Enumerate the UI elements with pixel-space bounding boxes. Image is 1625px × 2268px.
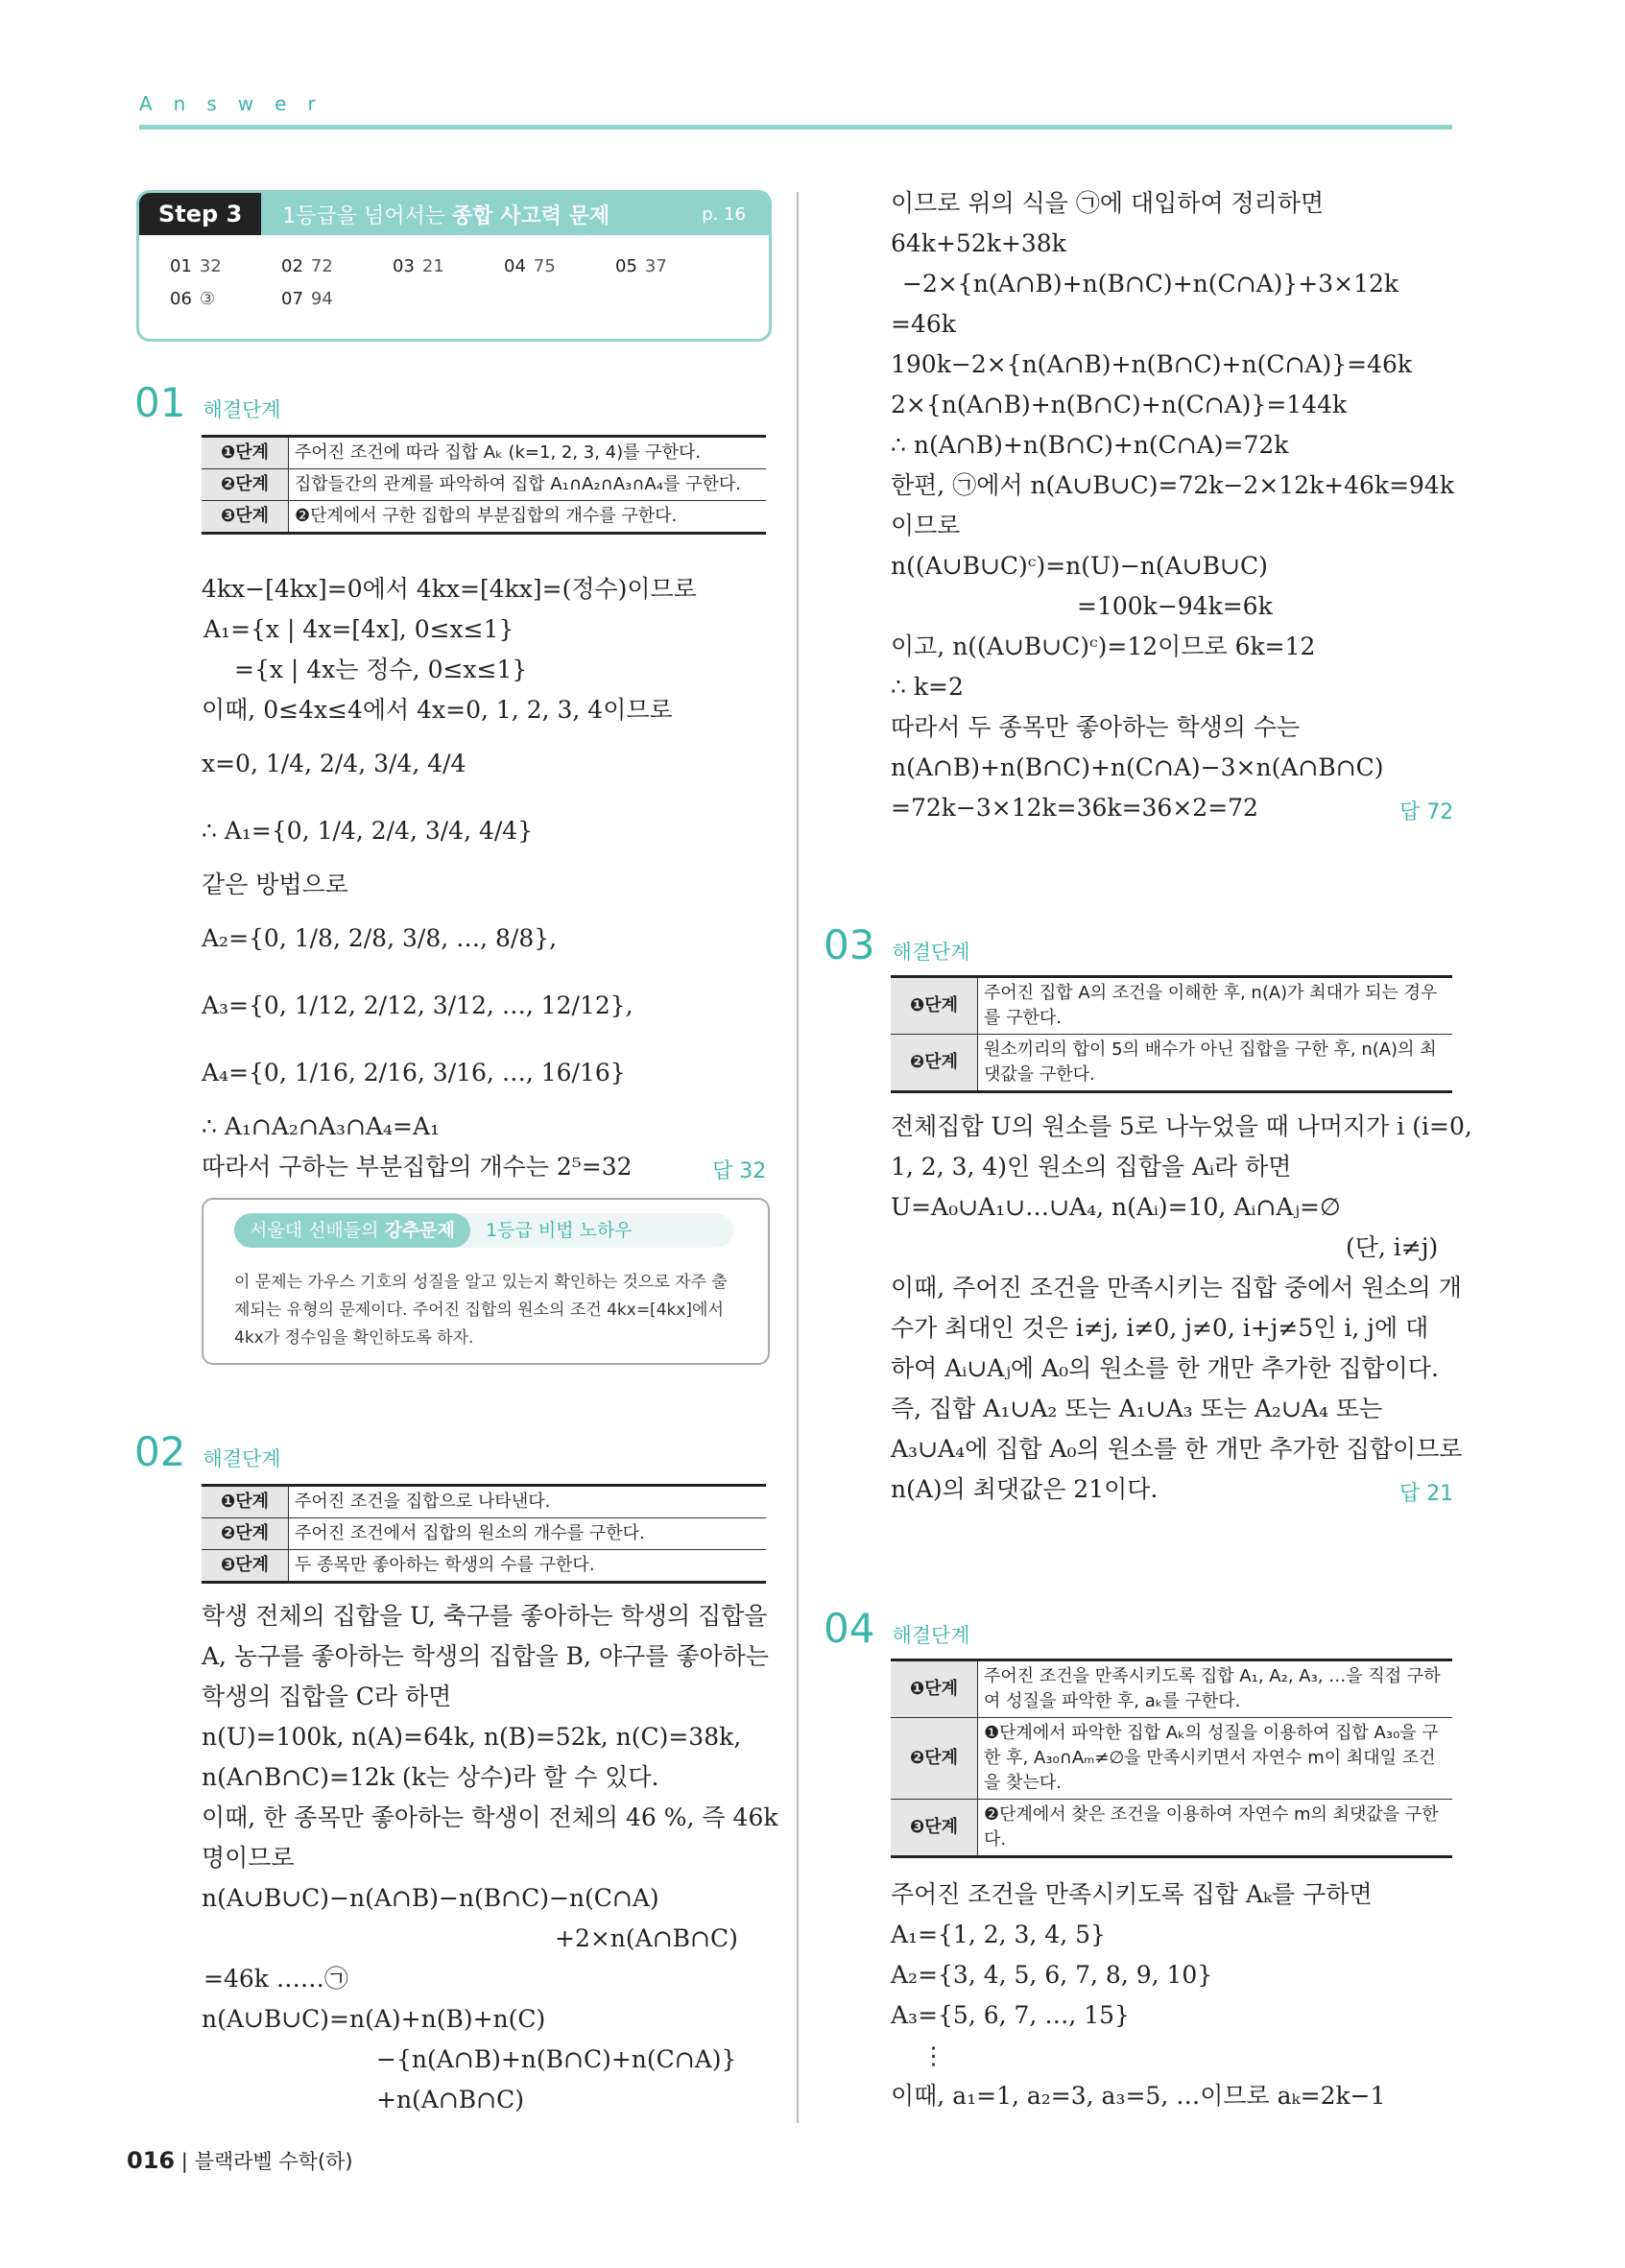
section-number: 01 — [134, 379, 186, 426]
column-divider — [797, 192, 799, 2123]
solution-line: A, 농구를 좋아하는 학생의 집합을 B, 야구를 좋아하는 — [202, 1642, 769, 1670]
step3-tag: Step 3 — [139, 193, 261, 235]
solution-line: A₁={1, 2, 3, 4, 5} — [891, 1921, 1106, 1948]
solution-line: n((A∪B∪C)ᶜ)=n(U)−n(A∪B∪C) — [891, 552, 1268, 580]
solution-line: (단, i≠j) — [1346, 1233, 1439, 1261]
solution-line: ∴ A₁∩A₂∩A₃∩A₄=A₁ — [202, 1112, 441, 1140]
solution-line: 1, 2, 3, 4)인 원소의 집합을 Aᵢ라 하면 — [891, 1153, 1292, 1181]
step-text: 집합들간의 관계를 파악하여 집합 A₁∩A₂∩A₃∩A₄를 구한다. — [289, 469, 767, 501]
step-label: ❶단계 — [891, 977, 978, 1035]
solution-line: 하여 Aᵢ∪Aⱼ에 A₀의 원소를 한 개만 추가한 집합이다. — [891, 1354, 1439, 1382]
solution-line: n(A∩B∩C)=12k (k는 상수)라 할 수 있다. — [202, 1763, 659, 1791]
solution-line: n(A∪B∪C)=n(A)+n(B)+n(C) — [202, 2005, 546, 2033]
solution-line: 한편, ㉠에서 n(A∪B∪C)=72k−2×12k+46k=94k — [891, 471, 1454, 499]
step-text: ❶단계에서 파악한 집합 Aₖ의 성질을 이용하여 집합 A₃₀을 구한 후, A₃₀∩Aₘ≠∅을 만족시키면서 자연수 m이 최대일 조건을 찾는다. — [978, 1718, 1453, 1800]
section-03-header — [824, 921, 970, 968]
section-04-steps — [891, 1659, 1452, 1858]
solution-line: A₄={0, 1/16, 2/16, 3/16, …, 16/16} — [202, 1059, 626, 1086]
step-label: ❸단계 — [891, 1800, 978, 1857]
answer-item: 07 94 — [281, 289, 333, 309]
answer-item: 02 72 — [281, 256, 333, 276]
solution-line: A₂={0, 1/8, 2/8, 3/8, …, 8/8}, — [202, 924, 558, 952]
section-label: 해결단계 — [892, 1624, 970, 1647]
solution-line: 따라서 두 종목만 좋아하는 학생의 수는 — [891, 713, 1301, 741]
step3-answer-box — [136, 190, 772, 342]
solution-line: 이때, 0≤4x≤4에서 4x=0, 1, 2, 3, 4이므로 — [202, 696, 673, 724]
step3-title-plain: 1등급을 넘어서는 — [282, 203, 446, 228]
step-text: ❷단계에서 구한 집합의 부분집합의 개수를 구한다. — [289, 501, 767, 534]
solution-line: −2×{n(A∩B)+n(B∩C)+n(C∩A)}+3×12k — [902, 270, 1399, 298]
solution-line: =46k ……㉠ — [203, 1965, 348, 1993]
solution-line: n(U)=100k, n(A)=64k, n(B)=52k, n(C)=38k, — [202, 1723, 742, 1751]
section-number: 02 — [134, 1428, 186, 1475]
answer-item: 04 75 — [504, 256, 556, 276]
answer-item: 03 21 — [393, 256, 444, 276]
solution-line: 학생 전체의 집합을 U, 축구를 좋아하는 학생의 집합을 — [202, 1602, 768, 1630]
solution-line: A₂={3, 4, 5, 6, 7, 8, 9, 10} — [891, 1961, 1213, 1989]
section-04-header — [824, 1605, 970, 1652]
solution-line: 이므로 — [891, 512, 961, 539]
step-text: 주어진 집합 A의 조건을 이해한 후, n(A)가 최대가 되는 경우를 구한다. — [978, 977, 1453, 1035]
solution-line: =72k−3×12k=36k=36×2=72 — [891, 794, 1258, 822]
step-text: ❷단계에서 찾은 조건을 이용하여 자연수 m의 최댓값을 구한다. — [978, 1800, 1453, 1857]
solution-line: x=0, 1/4, 2/4, 3/4, 4/4 — [202, 750, 466, 777]
step3-title — [282, 200, 609, 229]
solution-line: 이때, 주어진 조건을 만족시키는 집합 중에서 원소의 개 — [891, 1274, 1462, 1301]
answer-header-label: Answer — [139, 92, 337, 115]
tip-box — [202, 1198, 770, 1365]
solution-line: A₃={0, 1/12, 2/12, 3/12, …, 12/12}, — [202, 991, 633, 1019]
section-01-header — [134, 379, 281, 426]
step-label: ❶단계 — [891, 1660, 978, 1718]
step-label: ❶단계 — [202, 1486, 289, 1518]
step-label: ❷단계 — [202, 469, 289, 501]
solution-line: 학생의 집합을 C라 하면 — [202, 1683, 452, 1710]
solution-line: ={x | 4x는 정수, 0≤x≤1} — [234, 656, 528, 683]
solution-line: A₃={5, 6, 7, …, 15} — [891, 2001, 1130, 2029]
solution-line: 전체집합 U의 원소를 5로 나누었을 때 나머지가 i (i=0, — [891, 1112, 1472, 1140]
answer-item: 05 37 — [615, 256, 667, 276]
step-text: 주어진 조건을 만족시키도록 집합 A₁, A₂, A₃, …을 직접 구하여 성질을 파악한 후, aₖ를 구한다. — [978, 1660, 1453, 1718]
section-number: 03 — [824, 921, 875, 968]
solution-line: 수가 최대인 것은 i≠j, i≠0, j≠0, i+j≠5인 i, j에 대 — [891, 1314, 1429, 1342]
answer-mark: 답 72 — [1399, 800, 1454, 824]
section-label: 해결단계 — [203, 398, 281, 421]
solution-line: ⋮ — [921, 2041, 945, 2069]
tip-bar — [234, 1213, 733, 1248]
step-label: ❶단계 — [202, 437, 289, 469]
step-label: ❸단계 — [202, 1550, 289, 1583]
solution-line: =46k — [891, 310, 956, 338]
step3-page: p. 16 — [702, 203, 746, 225]
solution-line: 따라서 구하는 부분집합의 개수는 2⁵=32 — [202, 1153, 633, 1181]
step-label: ❷단계 — [891, 1035, 978, 1092]
answer-item: 01 32 — [170, 256, 222, 276]
solution-line: +n(A∩B∩C) — [376, 2086, 525, 2113]
solution-line: 주어진 조건을 만족시키도록 집합 Aₖ를 구하면 — [891, 1880, 1373, 1908]
step-text: 원소끼리의 합이 5의 배수가 아닌 집합을 구한 후, n(A)의 최댓값을 구한다. — [978, 1035, 1453, 1092]
solution-line: 명이므로 — [202, 1844, 295, 1872]
step-text: 주어진 조건을 집합으로 나타낸다. — [289, 1486, 767, 1518]
section-02-header — [134, 1428, 281, 1475]
solution-line: U=A₀∪A₁∪…∪A₄, n(Aᵢ)=10, Aᵢ∩Aⱼ=∅ — [891, 1193, 1341, 1221]
solution-line: +2×n(A∩B∩C) — [555, 1924, 738, 1952]
step3-title-bar — [139, 193, 769, 235]
solution-line: A₃∪A₄에 집합 A₀의 원소를 한 개만 추가한 집합이므로 — [891, 1435, 1463, 1463]
book-title: 블랙라벨 수학(하) — [194, 2150, 353, 2173]
step-text: 두 종목만 좋아하는 학생의 수를 구한다. — [289, 1550, 767, 1583]
solution-line: 이므로 위의 식을 ㉠에 대입하여 정리하면 — [891, 189, 1325, 217]
step-label: ❷단계 — [891, 1718, 978, 1800]
solution-line: n(A∩B)+n(B∩C)+n(C∩A)−3×n(A∩B∩C) — [891, 753, 1384, 781]
solution-line: 이고, n((A∪B∪C)ᶜ)=12이므로 6k=12 — [891, 633, 1316, 660]
page-footer — [127, 2146, 353, 2175]
solution-line: A₁={x | 4x=[4x], 0≤x≤1} — [203, 615, 514, 643]
solution-line: n(A)의 최댓값은 21이다. — [891, 1475, 1159, 1503]
solution-line: =100k−94k=6k — [1077, 592, 1273, 620]
footer-separator: | — [180, 2150, 195, 2173]
solution-line: 190k−2×{n(A∩B)+n(B∩C)+n(C∩A)}=46k — [891, 350, 1413, 378]
step-text: 주어진 조건에 따라 집합 Aₖ (k=1, 2, 3, 4)를 구한다. — [289, 437, 767, 469]
tip-tag: 서울대 선배들의 강추문제 — [234, 1213, 470, 1248]
solution-line: 즉, 집합 A₁∪A₂ 또는 A₁∪A₃ 또는 A₂∪A₄ 또는 — [891, 1395, 1383, 1422]
section-03-steps — [891, 975, 1452, 1093]
answer-mark: 답 21 — [1399, 1482, 1454, 1506]
solution-line: −{n(A∩B)+n(B∩C)+n(C∩A)} — [376, 2045, 737, 2073]
solution-line: ∴ k=2 — [891, 673, 964, 701]
section-label: 해결단계 — [892, 941, 970, 964]
solution-line: 4kx−[4kx]=0에서 4kx=[4kx]=(정수)이므로 — [202, 575, 697, 603]
step-label: ❸단계 — [202, 501, 289, 534]
solution-line: 2×{n(A∩B)+n(B∩C)+n(C∩A)}=144k — [891, 391, 1348, 418]
section-label: 해결단계 — [203, 1447, 281, 1470]
answer-item: 06 ③ — [170, 289, 216, 309]
tip-text: 이 문제는 가우스 기호의 성질을 알고 있는지 확인하는 것으로 자주 출제되는 유형의 문제이다. 주어진 집합의 원소의 조건 4kx=[4kx]에서 4kx가 정수임을 확인하도록 하자. — [234, 1273, 728, 1348]
header-rule — [139, 125, 1452, 130]
solution-line: 이때, 한 종목만 좋아하는 학생이 전체의 46 %, 즉 46k — [202, 1803, 778, 1831]
page-number: 016 — [127, 2147, 176, 2174]
section-02-steps — [202, 1484, 766, 1584]
solution-line: ∴ A₁={0, 1/4, 2/4, 3/4, 4/4} — [202, 817, 534, 845]
step-text: 주어진 조건에서 집합의 원소의 개수를 구한다. — [289, 1518, 767, 1550]
step-label: ❷단계 — [202, 1518, 289, 1550]
solution-line: 64k+52k+38k — [891, 229, 1066, 257]
solution-line: n(A∪B∪C)−n(A∩B)−n(B∩C)−n(C∩A) — [202, 1884, 659, 1912]
answer-mark: 답 32 — [712, 1159, 767, 1183]
section-number: 04 — [824, 1605, 875, 1652]
solution-line: ∴ n(A∩B)+n(B∩C)+n(C∩A)=72k — [891, 431, 1289, 459]
solution-line: 같은 방법으로 — [202, 871, 348, 898]
step3-title-bold: 종합 사고력 문제 — [452, 203, 610, 228]
solution-line: 이때, a₁=1, a₂=3, a₃=5, …이므로 aₖ=2k−1 — [891, 2082, 1386, 2110]
section-01-steps — [202, 435, 766, 535]
tip-subtitle: 1등급 비법 노하우 — [486, 1220, 633, 1241]
